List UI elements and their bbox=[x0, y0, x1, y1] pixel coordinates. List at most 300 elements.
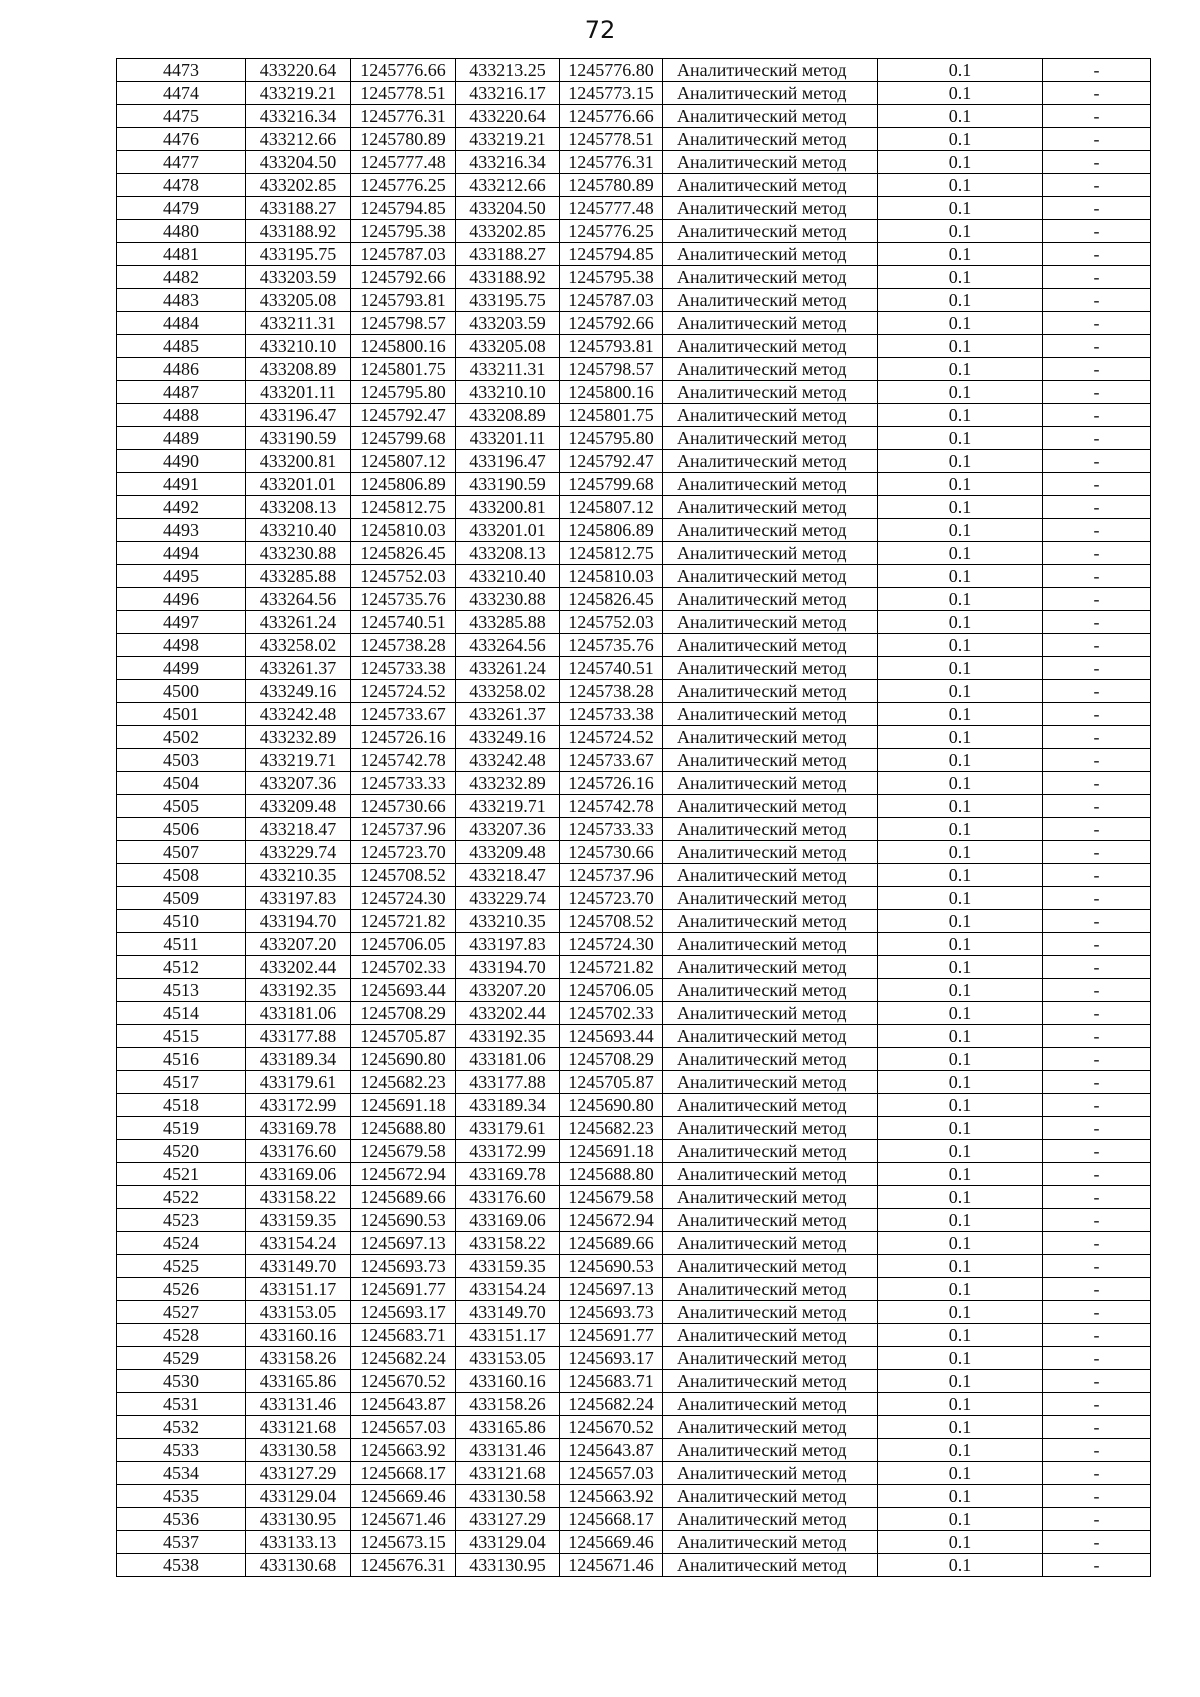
empty-mark-cell: - bbox=[1043, 1347, 1151, 1370]
x-coordinate-cell: 433204.50 bbox=[246, 151, 351, 174]
prev-y-coordinate-cell: 1245683.71 bbox=[560, 1370, 663, 1393]
point-number-cell: 4504 bbox=[117, 772, 246, 795]
accuracy-cell: 0.1 bbox=[878, 1324, 1043, 1347]
accuracy-cell: 0.1 bbox=[878, 243, 1043, 266]
y-coordinate-cell: 1245780.89 bbox=[351, 128, 456, 151]
point-number-cell: 4535 bbox=[117, 1485, 246, 1508]
table-row bbox=[117, 726, 1151, 749]
y-coordinate-cell: 1245671.46 bbox=[351, 1508, 456, 1531]
method-cell: Аналитический метод bbox=[663, 611, 878, 634]
x-coordinate-cell: 433159.35 bbox=[246, 1209, 351, 1232]
method-cell: Аналитический метод bbox=[663, 1025, 878, 1048]
point-number-cell: 4526 bbox=[117, 1278, 246, 1301]
point-number-cell: 4510 bbox=[117, 910, 246, 933]
x-coordinate-cell: 433212.66 bbox=[246, 128, 351, 151]
prev-x-coordinate-cell: 433208.89 bbox=[456, 404, 560, 427]
prev-x-coordinate-cell: 433261.24 bbox=[456, 657, 560, 680]
method-cell: Аналитический метод bbox=[663, 312, 878, 335]
prev-y-coordinate-cell: 1245792.47 bbox=[560, 450, 663, 473]
point-number-cell: 4480 bbox=[117, 220, 246, 243]
table-row bbox=[117, 611, 1151, 634]
point-number-cell: 4482 bbox=[117, 266, 246, 289]
method-cell: Аналитический метод bbox=[663, 1370, 878, 1393]
prev-x-coordinate-cell: 433210.40 bbox=[456, 565, 560, 588]
x-coordinate-cell: 433158.22 bbox=[246, 1186, 351, 1209]
prev-y-coordinate-cell: 1245723.70 bbox=[560, 887, 663, 910]
empty-mark-cell: - bbox=[1043, 59, 1151, 82]
method-cell: Аналитический метод bbox=[663, 220, 878, 243]
x-coordinate-cell: 433208.13 bbox=[246, 496, 351, 519]
y-coordinate-cell: 1245672.94 bbox=[351, 1163, 456, 1186]
x-coordinate-cell: 433181.06 bbox=[246, 1002, 351, 1025]
point-number-cell: 4536 bbox=[117, 1508, 246, 1531]
x-coordinate-cell: 433149.70 bbox=[246, 1255, 351, 1278]
x-coordinate-cell: 433196.47 bbox=[246, 404, 351, 427]
method-cell: Аналитический метод bbox=[663, 841, 878, 864]
prev-x-coordinate-cell: 433194.70 bbox=[456, 956, 560, 979]
empty-mark-cell: - bbox=[1043, 289, 1151, 312]
accuracy-cell: 0.1 bbox=[878, 749, 1043, 772]
prev-y-coordinate-cell: 1245733.67 bbox=[560, 749, 663, 772]
method-cell: Аналитический метод bbox=[663, 1232, 878, 1255]
prev-x-coordinate-cell: 433207.36 bbox=[456, 818, 560, 841]
x-coordinate-cell: 433195.75 bbox=[246, 243, 351, 266]
empty-mark-cell: - bbox=[1043, 82, 1151, 105]
empty-mark-cell: - bbox=[1043, 519, 1151, 542]
y-coordinate-cell: 1245806.89 bbox=[351, 473, 456, 496]
prev-y-coordinate-cell: 1245773.15 bbox=[560, 82, 663, 105]
y-coordinate-cell: 1245693.44 bbox=[351, 979, 456, 1002]
prev-x-coordinate-cell: 433201.01 bbox=[456, 519, 560, 542]
table-row bbox=[117, 1370, 1151, 1393]
method-cell: Аналитический метод bbox=[663, 772, 878, 795]
table-row bbox=[117, 1002, 1151, 1025]
table-row bbox=[117, 1416, 1151, 1439]
point-number-cell: 4503 bbox=[117, 749, 246, 772]
method-cell: Аналитический метод bbox=[663, 427, 878, 450]
x-coordinate-cell: 433202.85 bbox=[246, 174, 351, 197]
x-coordinate-cell: 433131.46 bbox=[246, 1393, 351, 1416]
point-number-cell: 4490 bbox=[117, 450, 246, 473]
method-cell: Аналитический метод bbox=[663, 473, 878, 496]
prev-x-coordinate-cell: 433177.88 bbox=[456, 1071, 560, 1094]
prev-y-coordinate-cell: 1245738.28 bbox=[560, 680, 663, 703]
prev-y-coordinate-cell: 1245708.29 bbox=[560, 1048, 663, 1071]
y-coordinate-cell: 1245737.96 bbox=[351, 818, 456, 841]
x-coordinate-cell: 433201.11 bbox=[246, 381, 351, 404]
x-coordinate-cell: 433177.88 bbox=[246, 1025, 351, 1048]
y-coordinate-cell: 1245693.17 bbox=[351, 1301, 456, 1324]
prev-y-coordinate-cell: 1245735.76 bbox=[560, 634, 663, 657]
empty-mark-cell: - bbox=[1043, 1048, 1151, 1071]
prev-x-coordinate-cell: 433249.16 bbox=[456, 726, 560, 749]
prev-y-coordinate-cell: 1245693.44 bbox=[560, 1025, 663, 1048]
accuracy-cell: 0.1 bbox=[878, 680, 1043, 703]
method-cell: Аналитический метод bbox=[663, 1531, 878, 1554]
table-row bbox=[117, 795, 1151, 818]
prev-x-coordinate-cell: 433204.50 bbox=[456, 197, 560, 220]
prev-x-coordinate-cell: 433230.88 bbox=[456, 588, 560, 611]
prev-x-coordinate-cell: 433202.85 bbox=[456, 220, 560, 243]
x-coordinate-cell: 433210.40 bbox=[246, 519, 351, 542]
prev-x-coordinate-cell: 433153.05 bbox=[456, 1347, 560, 1370]
y-coordinate-cell: 1245795.38 bbox=[351, 220, 456, 243]
point-number-cell: 4501 bbox=[117, 703, 246, 726]
point-number-cell: 4484 bbox=[117, 312, 246, 335]
table-row bbox=[117, 519, 1151, 542]
table-row bbox=[117, 1393, 1151, 1416]
point-number-cell: 4538 bbox=[117, 1554, 246, 1577]
method-cell: Аналитический метод bbox=[663, 1002, 878, 1025]
method-cell: Аналитический метод bbox=[663, 381, 878, 404]
empty-mark-cell: - bbox=[1043, 657, 1151, 680]
empty-mark-cell: - bbox=[1043, 588, 1151, 611]
x-coordinate-cell: 433190.59 bbox=[246, 427, 351, 450]
method-cell: Аналитический метод bbox=[663, 749, 878, 772]
method-cell: Аналитический метод bbox=[663, 1140, 878, 1163]
prev-x-coordinate-cell: 433213.25 bbox=[456, 59, 560, 82]
prev-y-coordinate-cell: 1245669.46 bbox=[560, 1531, 663, 1554]
accuracy-cell: 0.1 bbox=[878, 151, 1043, 174]
empty-mark-cell: - bbox=[1043, 1554, 1151, 1577]
accuracy-cell: 0.1 bbox=[878, 841, 1043, 864]
empty-mark-cell: - bbox=[1043, 197, 1151, 220]
prev-y-coordinate-cell: 1245730.66 bbox=[560, 841, 663, 864]
prev-x-coordinate-cell: 433188.92 bbox=[456, 266, 560, 289]
method-cell: Аналитический метод bbox=[663, 887, 878, 910]
point-number-cell: 4529 bbox=[117, 1347, 246, 1370]
prev-x-coordinate-cell: 433159.35 bbox=[456, 1255, 560, 1278]
empty-mark-cell: - bbox=[1043, 1255, 1151, 1278]
empty-mark-cell: - bbox=[1043, 1140, 1151, 1163]
x-coordinate-cell: 433249.16 bbox=[246, 680, 351, 703]
empty-mark-cell: - bbox=[1043, 151, 1151, 174]
method-cell: Аналитический метод bbox=[663, 565, 878, 588]
accuracy-cell: 0.1 bbox=[878, 335, 1043, 358]
x-coordinate-cell: 433188.27 bbox=[246, 197, 351, 220]
accuracy-cell: 0.1 bbox=[878, 220, 1043, 243]
empty-mark-cell: - bbox=[1043, 473, 1151, 496]
table-body bbox=[117, 59, 1151, 1577]
accuracy-cell: 0.1 bbox=[878, 1048, 1043, 1071]
y-coordinate-cell: 1245724.30 bbox=[351, 887, 456, 910]
prev-y-coordinate-cell: 1245737.96 bbox=[560, 864, 663, 887]
point-number-cell: 4508 bbox=[117, 864, 246, 887]
table-row bbox=[117, 1439, 1151, 1462]
table-row bbox=[117, 197, 1151, 220]
point-number-cell: 4533 bbox=[117, 1439, 246, 1462]
table-row bbox=[117, 703, 1151, 726]
x-coordinate-cell: 433130.58 bbox=[246, 1439, 351, 1462]
method-cell: Аналитический метод bbox=[663, 496, 878, 519]
point-number-cell: 4492 bbox=[117, 496, 246, 519]
method-cell: Аналитический метод bbox=[663, 266, 878, 289]
accuracy-cell: 0.1 bbox=[878, 1347, 1043, 1370]
empty-mark-cell: - bbox=[1043, 1393, 1151, 1416]
point-number-cell: 4486 bbox=[117, 358, 246, 381]
method-cell: Аналитический метод bbox=[663, 1278, 878, 1301]
accuracy-cell: 0.1 bbox=[878, 82, 1043, 105]
page-number: 72 bbox=[584, 16, 616, 44]
y-coordinate-cell: 1245676.31 bbox=[351, 1554, 456, 1577]
accuracy-cell: 0.1 bbox=[878, 496, 1043, 519]
x-coordinate-cell: 433200.81 bbox=[246, 450, 351, 473]
accuracy-cell: 0.1 bbox=[878, 1255, 1043, 1278]
accuracy-cell: 0.1 bbox=[878, 657, 1043, 680]
prev-x-coordinate-cell: 433151.17 bbox=[456, 1324, 560, 1347]
accuracy-cell: 0.1 bbox=[878, 864, 1043, 887]
x-coordinate-cell: 433160.16 bbox=[246, 1324, 351, 1347]
point-number-cell: 4479 bbox=[117, 197, 246, 220]
x-coordinate-cell: 433229.74 bbox=[246, 841, 351, 864]
x-coordinate-cell: 433210.35 bbox=[246, 864, 351, 887]
prev-x-coordinate-cell: 433149.70 bbox=[456, 1301, 560, 1324]
prev-y-coordinate-cell: 1245776.25 bbox=[560, 220, 663, 243]
table-row bbox=[117, 1554, 1151, 1577]
empty-mark-cell: - bbox=[1043, 841, 1151, 864]
prev-y-coordinate-cell: 1245721.82 bbox=[560, 956, 663, 979]
point-number-cell: 4530 bbox=[117, 1370, 246, 1393]
prev-y-coordinate-cell: 1245776.31 bbox=[560, 151, 663, 174]
y-coordinate-cell: 1245721.82 bbox=[351, 910, 456, 933]
empty-mark-cell: - bbox=[1043, 427, 1151, 450]
prev-x-coordinate-cell: 433188.27 bbox=[456, 243, 560, 266]
table-row bbox=[117, 1347, 1151, 1370]
accuracy-cell: 0.1 bbox=[878, 312, 1043, 335]
table-row bbox=[117, 404, 1151, 427]
y-coordinate-cell: 1245733.33 bbox=[351, 772, 456, 795]
method-cell: Аналитический метод bbox=[663, 1209, 878, 1232]
x-coordinate-cell: 433158.26 bbox=[246, 1347, 351, 1370]
x-coordinate-cell: 433230.88 bbox=[246, 542, 351, 565]
prev-x-coordinate-cell: 433210.10 bbox=[456, 381, 560, 404]
table-row bbox=[117, 749, 1151, 772]
point-number-cell: 4497 bbox=[117, 611, 246, 634]
x-coordinate-cell: 433154.24 bbox=[246, 1232, 351, 1255]
prev-y-coordinate-cell: 1245826.45 bbox=[560, 588, 663, 611]
x-coordinate-cell: 433219.21 bbox=[246, 82, 351, 105]
prev-y-coordinate-cell: 1245670.52 bbox=[560, 1416, 663, 1439]
empty-mark-cell: - bbox=[1043, 933, 1151, 956]
empty-mark-cell: - bbox=[1043, 1163, 1151, 1186]
table-row bbox=[117, 1071, 1151, 1094]
y-coordinate-cell: 1245708.52 bbox=[351, 864, 456, 887]
prev-x-coordinate-cell: 433127.29 bbox=[456, 1508, 560, 1531]
accuracy-cell: 0.1 bbox=[878, 358, 1043, 381]
x-coordinate-cell: 433285.88 bbox=[246, 565, 351, 588]
y-coordinate-cell: 1245682.23 bbox=[351, 1071, 456, 1094]
x-coordinate-cell: 433189.34 bbox=[246, 1048, 351, 1071]
accuracy-cell: 0.1 bbox=[878, 427, 1043, 450]
prev-y-coordinate-cell: 1245679.58 bbox=[560, 1186, 663, 1209]
point-number-cell: 4499 bbox=[117, 657, 246, 680]
prev-x-coordinate-cell: 433285.88 bbox=[456, 611, 560, 634]
table-row bbox=[117, 657, 1151, 680]
accuracy-cell: 0.1 bbox=[878, 289, 1043, 312]
prev-y-coordinate-cell: 1245733.38 bbox=[560, 703, 663, 726]
accuracy-cell: 0.1 bbox=[878, 565, 1043, 588]
accuracy-cell: 0.1 bbox=[878, 1462, 1043, 1485]
y-coordinate-cell: 1245724.52 bbox=[351, 680, 456, 703]
prev-y-coordinate-cell: 1245708.52 bbox=[560, 910, 663, 933]
x-coordinate-cell: 433130.95 bbox=[246, 1508, 351, 1531]
method-cell: Аналитический метод bbox=[663, 519, 878, 542]
empty-mark-cell: - bbox=[1043, 910, 1151, 933]
method-cell: Аналитический метод bbox=[663, 1048, 878, 1071]
prev-x-coordinate-cell: 433209.48 bbox=[456, 841, 560, 864]
y-coordinate-cell: 1245679.58 bbox=[351, 1140, 456, 1163]
x-coordinate-cell: 433197.83 bbox=[246, 887, 351, 910]
y-coordinate-cell: 1245702.33 bbox=[351, 956, 456, 979]
accuracy-cell: 0.1 bbox=[878, 1232, 1043, 1255]
prev-y-coordinate-cell: 1245643.87 bbox=[560, 1439, 663, 1462]
method-cell: Аналитический метод bbox=[663, 588, 878, 611]
table-row bbox=[117, 289, 1151, 312]
table-row bbox=[117, 220, 1151, 243]
accuracy-cell: 0.1 bbox=[878, 1393, 1043, 1416]
prev-y-coordinate-cell: 1245693.17 bbox=[560, 1347, 663, 1370]
method-cell: Аналитический метод bbox=[663, 979, 878, 1002]
empty-mark-cell: - bbox=[1043, 220, 1151, 243]
empty-mark-cell: - bbox=[1043, 1531, 1151, 1554]
y-coordinate-cell: 1245778.51 bbox=[351, 82, 456, 105]
prev-y-coordinate-cell: 1245806.89 bbox=[560, 519, 663, 542]
table-row bbox=[117, 335, 1151, 358]
prev-y-coordinate-cell: 1245657.03 bbox=[560, 1462, 663, 1485]
prev-y-coordinate-cell: 1245800.16 bbox=[560, 381, 663, 404]
x-coordinate-cell: 433194.70 bbox=[246, 910, 351, 933]
prev-x-coordinate-cell: 433211.31 bbox=[456, 358, 560, 381]
method-cell: Аналитический метод bbox=[663, 933, 878, 956]
method-cell: Аналитический метод bbox=[663, 542, 878, 565]
accuracy-cell: 0.1 bbox=[878, 772, 1043, 795]
table-row bbox=[117, 1462, 1151, 1485]
table-row bbox=[117, 1025, 1151, 1048]
table-row bbox=[117, 1531, 1151, 1554]
prev-x-coordinate-cell: 433158.26 bbox=[456, 1393, 560, 1416]
prev-y-coordinate-cell: 1245691.18 bbox=[560, 1140, 663, 1163]
point-number-cell: 4532 bbox=[117, 1416, 246, 1439]
method-cell: Аналитический метод bbox=[663, 197, 878, 220]
accuracy-cell: 0.1 bbox=[878, 795, 1043, 818]
prev-y-coordinate-cell: 1245705.87 bbox=[560, 1071, 663, 1094]
prev-x-coordinate-cell: 433207.20 bbox=[456, 979, 560, 1002]
accuracy-cell: 0.1 bbox=[878, 1071, 1043, 1094]
point-number-cell: 4515 bbox=[117, 1025, 246, 1048]
empty-mark-cell: - bbox=[1043, 404, 1151, 427]
method-cell: Аналитический метод bbox=[663, 1094, 878, 1117]
prev-y-coordinate-cell: 1245668.17 bbox=[560, 1508, 663, 1531]
table-row bbox=[117, 151, 1151, 174]
prev-x-coordinate-cell: 433242.48 bbox=[456, 749, 560, 772]
accuracy-cell: 0.1 bbox=[878, 1209, 1043, 1232]
empty-mark-cell: - bbox=[1043, 864, 1151, 887]
y-coordinate-cell: 1245776.66 bbox=[351, 59, 456, 82]
y-coordinate-cell: 1245800.16 bbox=[351, 335, 456, 358]
table-row bbox=[117, 496, 1151, 519]
point-number-cell: 4521 bbox=[117, 1163, 246, 1186]
accuracy-cell: 0.1 bbox=[878, 1163, 1043, 1186]
y-coordinate-cell: 1245690.80 bbox=[351, 1048, 456, 1071]
prev-x-coordinate-cell: 433190.59 bbox=[456, 473, 560, 496]
prev-y-coordinate-cell: 1245740.51 bbox=[560, 657, 663, 680]
prev-y-coordinate-cell: 1245689.66 bbox=[560, 1232, 663, 1255]
method-cell: Аналитический метод bbox=[663, 956, 878, 979]
x-coordinate-cell: 433203.59 bbox=[246, 266, 351, 289]
accuracy-cell: 0.1 bbox=[878, 979, 1043, 1002]
method-cell: Аналитический метод bbox=[663, 174, 878, 197]
empty-mark-cell: - bbox=[1043, 105, 1151, 128]
y-coordinate-cell: 1245826.45 bbox=[351, 542, 456, 565]
method-cell: Аналитический метод bbox=[663, 680, 878, 703]
point-number-cell: 4522 bbox=[117, 1186, 246, 1209]
table-row bbox=[117, 1163, 1151, 1186]
x-coordinate-cell: 433208.89 bbox=[246, 358, 351, 381]
table-row bbox=[117, 427, 1151, 450]
point-number-cell: 4491 bbox=[117, 473, 246, 496]
prev-y-coordinate-cell: 1245792.66 bbox=[560, 312, 663, 335]
x-coordinate-cell: 433121.68 bbox=[246, 1416, 351, 1439]
x-coordinate-cell: 433232.89 bbox=[246, 726, 351, 749]
table-row bbox=[117, 864, 1151, 887]
method-cell: Аналитический метод bbox=[663, 1255, 878, 1278]
prev-x-coordinate-cell: 433264.56 bbox=[456, 634, 560, 657]
point-number-cell: 4507 bbox=[117, 841, 246, 864]
prev-y-coordinate-cell: 1245776.66 bbox=[560, 105, 663, 128]
empty-mark-cell: - bbox=[1043, 772, 1151, 795]
table-row bbox=[117, 887, 1151, 910]
x-coordinate-cell: 433220.64 bbox=[246, 59, 351, 82]
y-coordinate-cell: 1245793.81 bbox=[351, 289, 456, 312]
y-coordinate-cell: 1245691.77 bbox=[351, 1278, 456, 1301]
method-cell: Аналитический метод bbox=[663, 657, 878, 680]
x-coordinate-cell: 433207.20 bbox=[246, 933, 351, 956]
method-cell: Аналитический метод bbox=[663, 1301, 878, 1324]
point-number-cell: 4513 bbox=[117, 979, 246, 1002]
empty-mark-cell: - bbox=[1043, 542, 1151, 565]
empty-mark-cell: - bbox=[1043, 1209, 1151, 1232]
accuracy-cell: 0.1 bbox=[878, 404, 1043, 427]
method-cell: Аналитический метод bbox=[663, 404, 878, 427]
prev-x-coordinate-cell: 433200.81 bbox=[456, 496, 560, 519]
table-row bbox=[117, 565, 1151, 588]
point-number-cell: 4477 bbox=[117, 151, 246, 174]
table-row bbox=[117, 1209, 1151, 1232]
empty-mark-cell: - bbox=[1043, 726, 1151, 749]
table-row bbox=[117, 1094, 1151, 1117]
prev-y-coordinate-cell: 1245795.80 bbox=[560, 427, 663, 450]
prev-x-coordinate-cell: 433179.61 bbox=[456, 1117, 560, 1140]
prev-y-coordinate-cell: 1245812.75 bbox=[560, 542, 663, 565]
x-coordinate-cell: 433210.10 bbox=[246, 335, 351, 358]
empty-mark-cell: - bbox=[1043, 1186, 1151, 1209]
point-number-cell: 4474 bbox=[117, 82, 246, 105]
point-number-cell: 4531 bbox=[117, 1393, 246, 1416]
x-coordinate-cell: 433176.60 bbox=[246, 1140, 351, 1163]
x-coordinate-cell: 433172.99 bbox=[246, 1094, 351, 1117]
method-cell: Аналитический метод bbox=[663, 818, 878, 841]
table-row bbox=[117, 1485, 1151, 1508]
table-row bbox=[117, 841, 1151, 864]
accuracy-cell: 0.1 bbox=[878, 1439, 1043, 1462]
y-coordinate-cell: 1245738.28 bbox=[351, 634, 456, 657]
prev-y-coordinate-cell: 1245663.92 bbox=[560, 1485, 663, 1508]
table-row bbox=[117, 910, 1151, 933]
prev-y-coordinate-cell: 1245706.05 bbox=[560, 979, 663, 1002]
prev-x-coordinate-cell: 433181.06 bbox=[456, 1048, 560, 1071]
method-cell: Аналитический метод bbox=[663, 1393, 878, 1416]
method-cell: Аналитический метод bbox=[663, 726, 878, 749]
